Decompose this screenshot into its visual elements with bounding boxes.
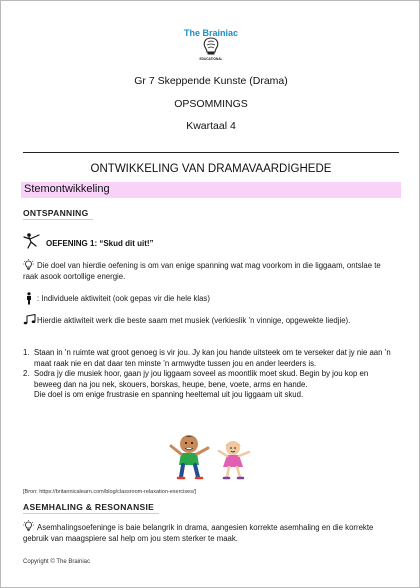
section-bar-title: Stemontwikkeling bbox=[24, 183, 110, 195]
steps-list bbox=[23, 348, 395, 401]
person-icon bbox=[25, 292, 33, 305]
ontspanning-heading: ONTSPANNING bbox=[23, 208, 89, 218]
brand-name: The Brainiac bbox=[183, 28, 239, 38]
list-item bbox=[23, 348, 395, 369]
list-item bbox=[23, 390, 395, 401]
logo-caption: EDUCATIONAL bbox=[199, 57, 223, 61]
asemhaling-text: Asemhalingsoefeninge is baie belangrik in drama, aangesien korrekte asemhaling en die korrekte gebruik van maagspiere sal help om jou stem sterker te maak. bbox=[23, 523, 374, 543]
dancing-kids-illustration bbox=[161, 431, 261, 481]
step-number: 2. bbox=[23, 369, 30, 378]
dancer-icon bbox=[23, 232, 41, 250]
music-text: Hierdie aktiwiteit werk die beste saam met musiek (verkieslik ’n vinnige, opgewekte liedjie). bbox=[37, 316, 351, 325]
section-title: ONTWIKKELING VAN DRAMAVAARDIGHEDE bbox=[90, 163, 332, 175]
ontspanning-underline bbox=[23, 219, 93, 220]
divider bbox=[23, 152, 399, 153]
brainiac-logo-icon bbox=[197, 36, 225, 62]
step-text: Staan in ’n ruimte wat groot genoeg is vir jou. Jy kan jou hande uitsteek om te verseker dat jy nie aan ’n maat raak nie en dat daar ten minste ’n armwydte tussen jou en ander leerders is. bbox=[34, 348, 391, 368]
list-item bbox=[23, 369, 395, 390]
individual-text: : Individuele aktiwiteit (ook gepas vir die hele klas) bbox=[37, 294, 210, 303]
section-bar bbox=[21, 182, 401, 198]
asemhaling-underline bbox=[23, 513, 159, 514]
term-label: Kwartaal 4 bbox=[186, 120, 236, 132]
document-title: Gr 7 Skeppende Kunste (Drama) bbox=[134, 75, 288, 87]
step-text: Sodra jy die musiek hoor, gaan jy jou liggaam soveel as moontlik moet skud. Begin by jou kop en beweeg dan na jou nek, skouers, borskas, heupe, bene, voete, arms en hande. bbox=[34, 369, 369, 389]
exercise-title: OEFENING 1: “Skud dit uit!” bbox=[46, 239, 154, 248]
copyright: Copyright © The Brainiac bbox=[23, 559, 91, 565]
document-subtitle: OPSOMMINGS bbox=[174, 98, 248, 110]
aim-text: Die doel van hierdie oefening is om van enige spanning wat mag voorkom in die liggaam, ontslae te raak asook oortollige energie. bbox=[23, 261, 381, 281]
asemhaling-heading: ASEMHALING & RESONANSIE bbox=[23, 502, 155, 512]
source-citation: [Bron: https://britannicalearn.com/blog/classroom-relaxation-exercises/] bbox=[23, 489, 197, 495]
step-number: 1. bbox=[23, 348, 30, 357]
step-extra-text: Die doel is om enige frustrasie en spanning heeltemal uit jou liggaam uit skud. bbox=[34, 390, 304, 399]
